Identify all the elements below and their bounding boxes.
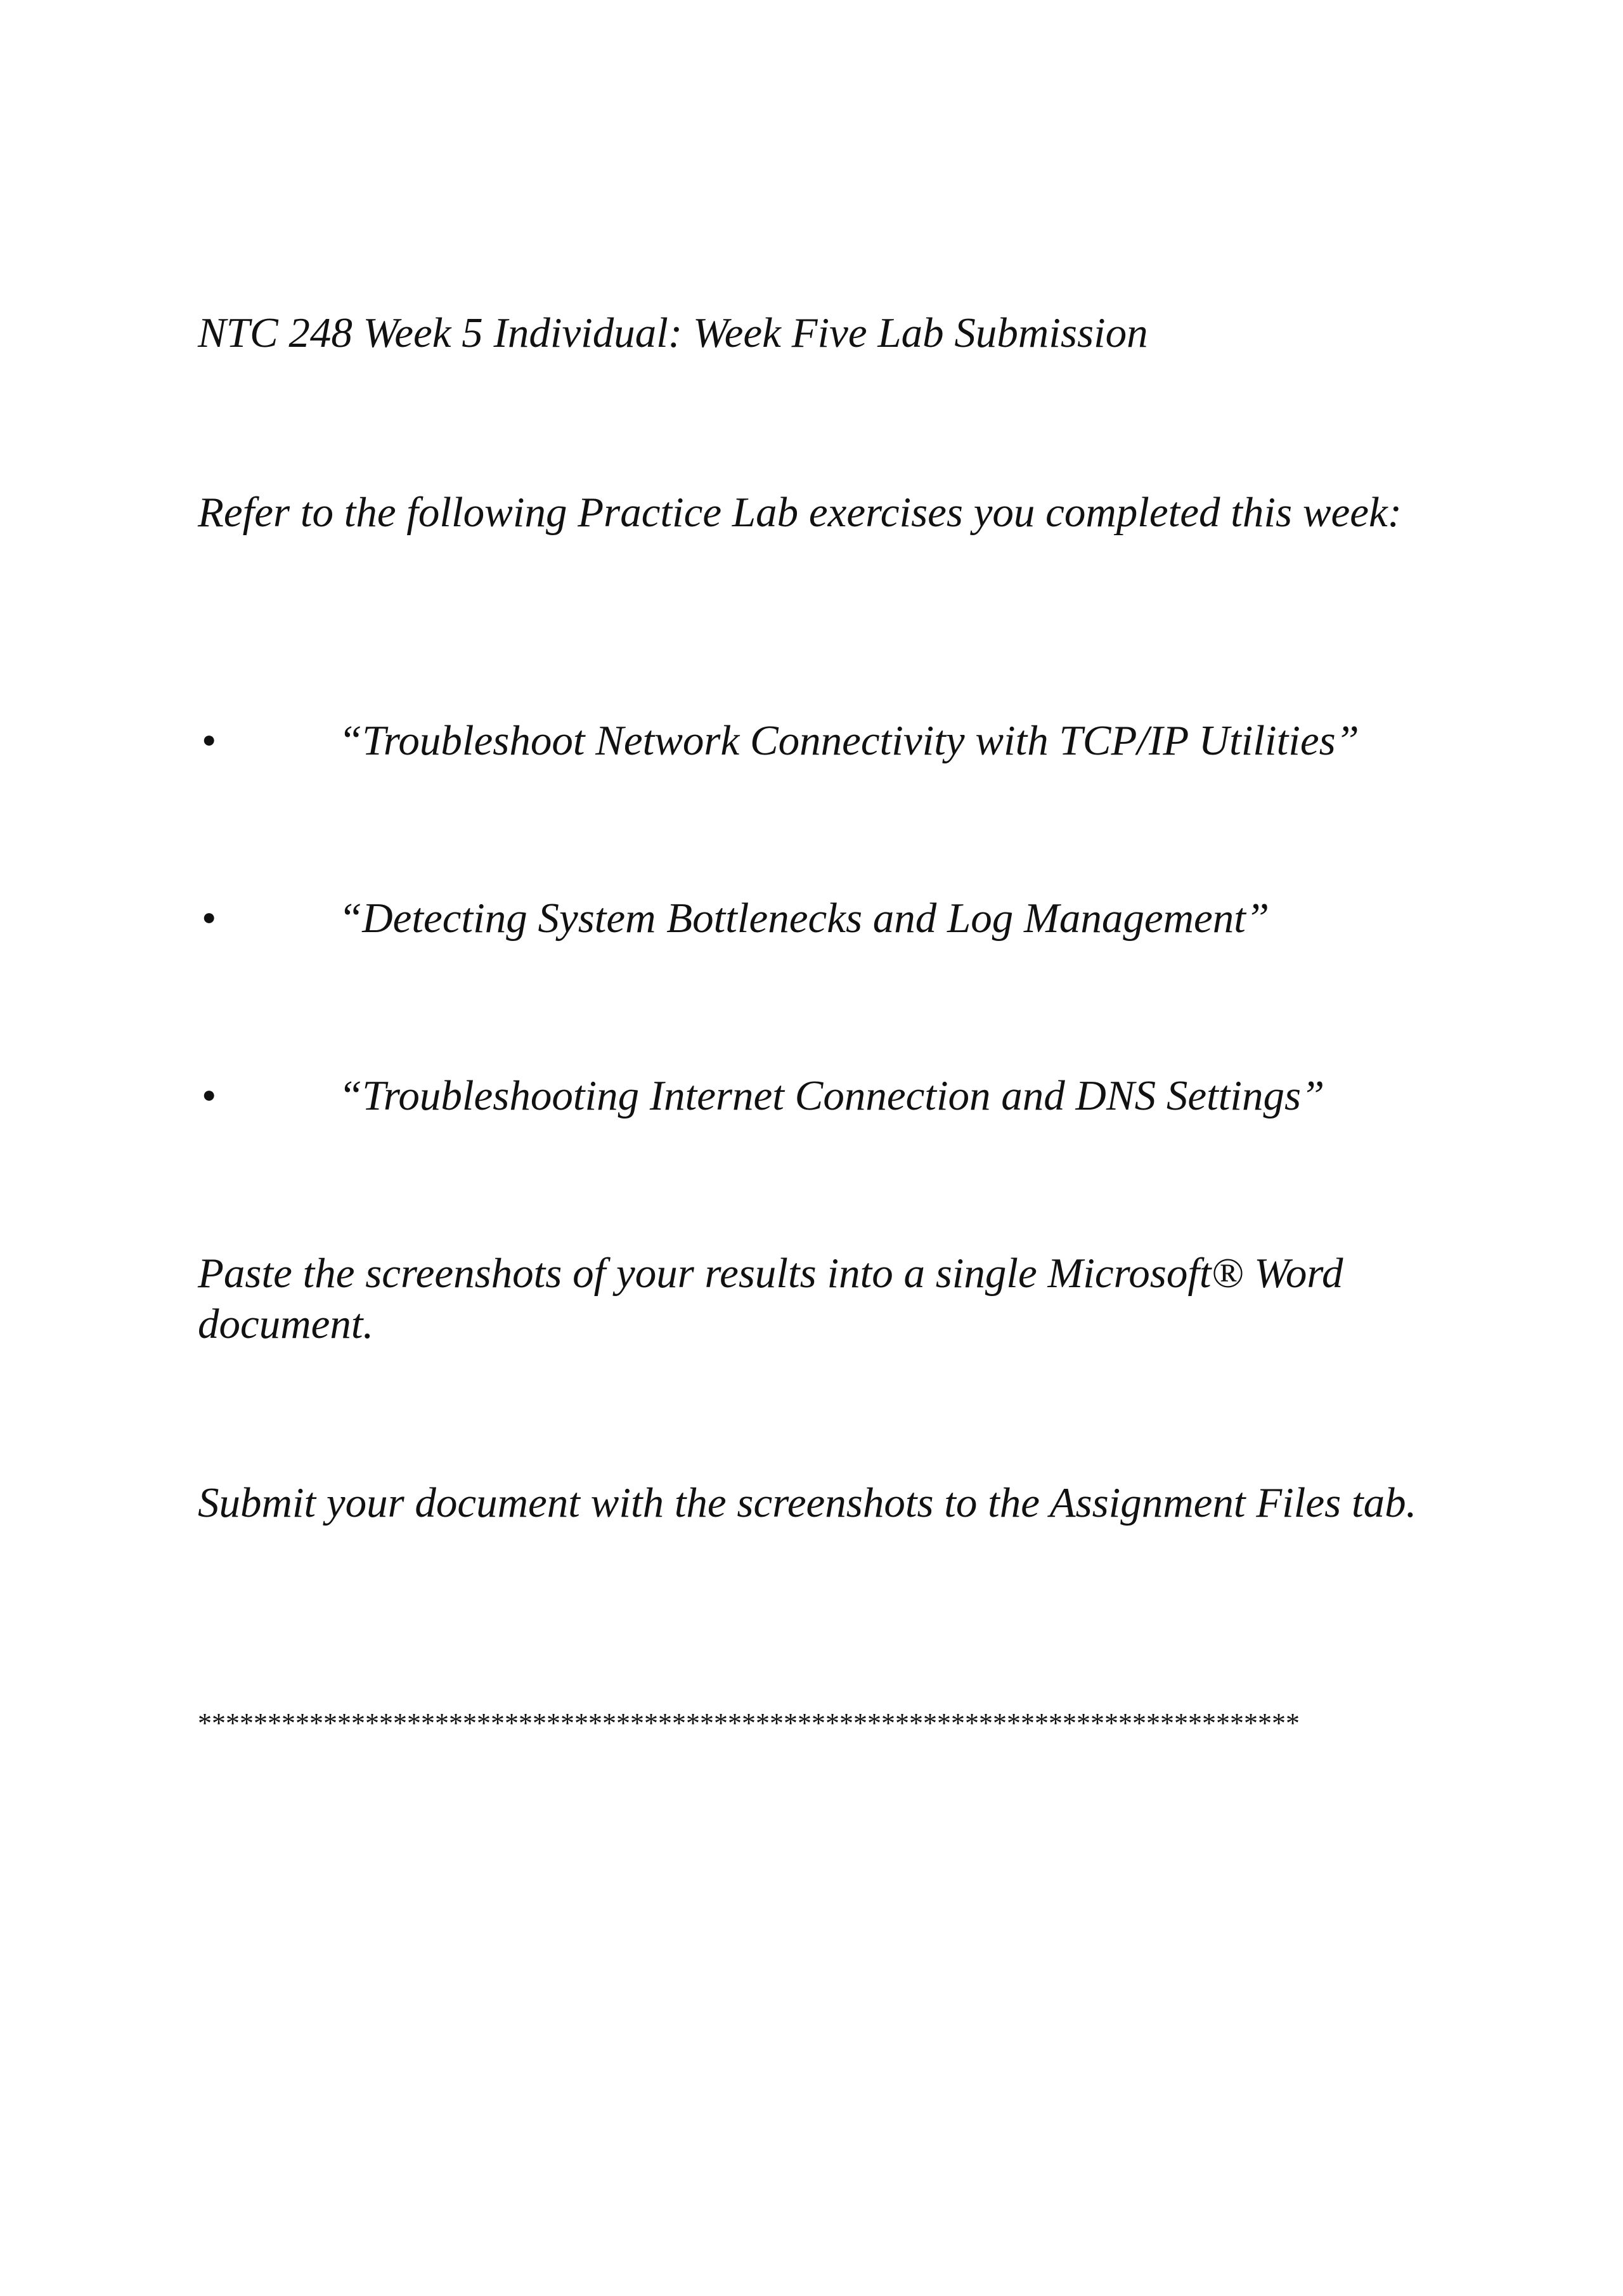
list-item [198, 893, 1466, 944]
submit-instruction: Submit your document with the screenshots to the Assignment Files tab. [198, 1479, 1417, 1526]
bullet-icon: • [202, 1072, 217, 1119]
list-item [198, 1070, 1466, 1121]
separator-line: ******************************************************************************* [198, 1708, 1300, 1739]
bullet-icon: • [202, 895, 217, 942]
list-item [198, 715, 1466, 766]
document-title: NTC 248 Week 5 Individual: Week Five Lab Submission [198, 309, 1148, 356]
lab-title: “Troubleshooting Internet Connection and DNS Settings” [339, 1072, 1325, 1119]
intro-paragraph: Refer to the following Practice Lab exercises you completed this week: [198, 489, 1402, 536]
lab-title: “Detecting System Bottlenecks and Log Management” [339, 895, 1270, 942]
lab-title: “Troubleshoot Network Connectivity with TCP/IP Utilities” [339, 717, 1359, 764]
paste-instruction: Paste the screenshots of your results into a single Microsoft® Word document. [198, 1250, 1343, 1347]
bullet-icon: • [202, 717, 217, 764]
